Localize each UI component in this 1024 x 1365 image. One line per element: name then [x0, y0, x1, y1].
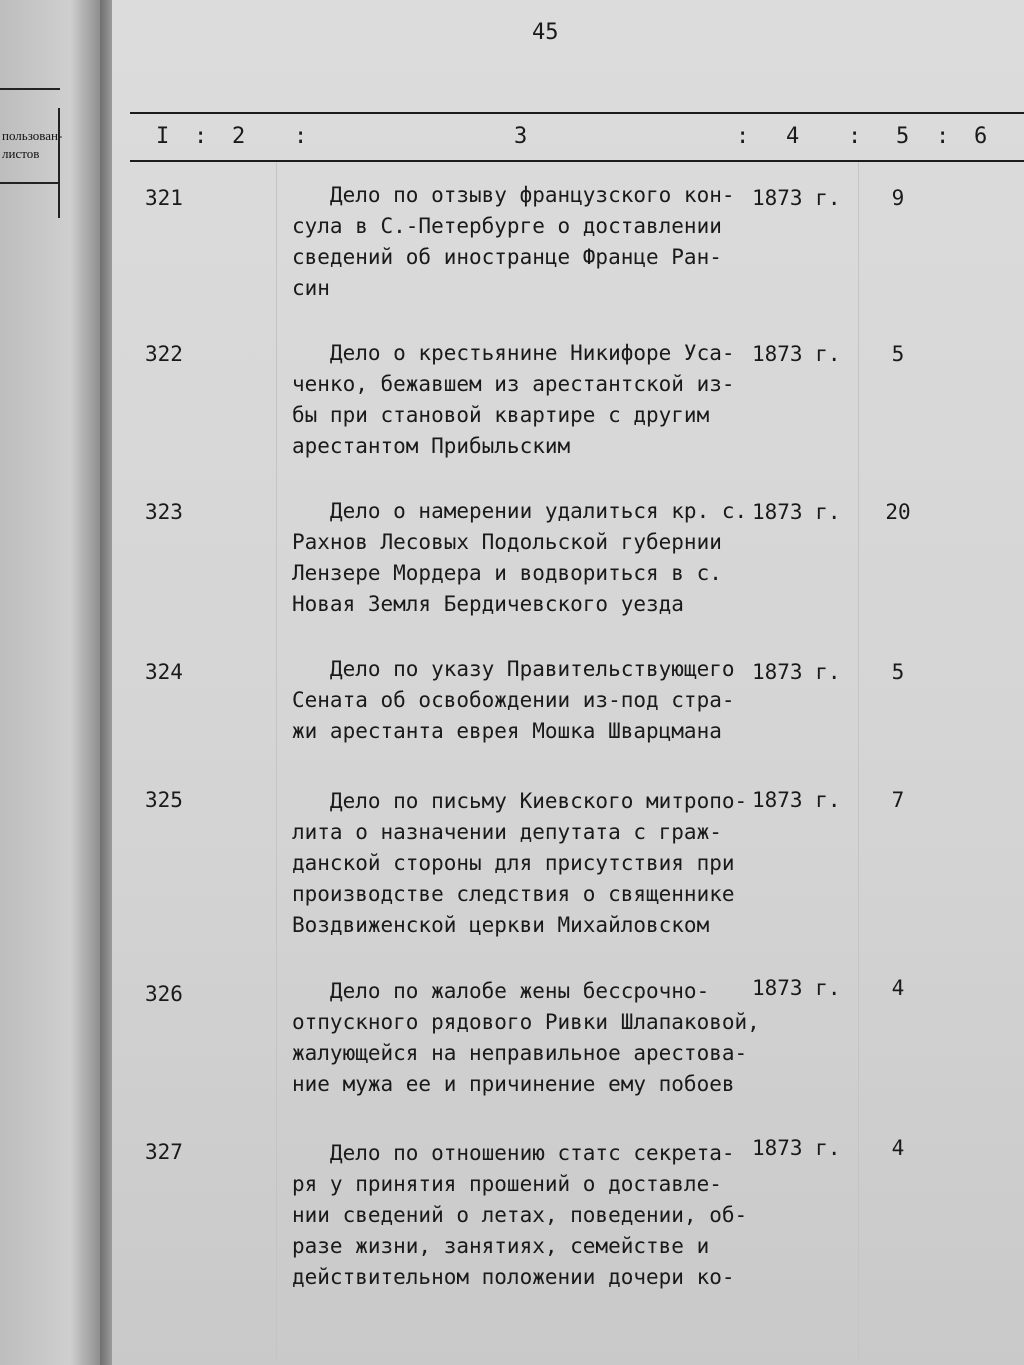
- page-number: 45: [532, 20, 559, 45]
- record-description: Дело по отношению статс секрета- ря у принятия прошений о доставле- нии сведений о летах, поведении, об- разе жизни, занятиях, семействе и действительном положении дочери ко-: [292, 1141, 748, 1289]
- column-header: 2: [232, 124, 246, 149]
- record-description: Дело по указу Правительствующего Сената об освобождении из-под стра- жи арестанта еврея Мошка Шварцмана: [292, 657, 735, 743]
- column-separator: :: [936, 124, 950, 149]
- record-number: 324: [145, 660, 183, 684]
- left-page-rule: [0, 88, 60, 90]
- record-number: 326: [145, 982, 183, 1006]
- record-year: 1873 г.: [752, 500, 841, 524]
- record-sheet-count: 5: [891, 342, 905, 366]
- record-sheet-count: 4: [891, 1136, 905, 1160]
- record-year: 1873 г.: [752, 186, 841, 210]
- record-number: 325: [145, 788, 183, 812]
- record-sheet-count: 4: [891, 976, 905, 1000]
- record-year: 1873 г.: [752, 342, 841, 366]
- faint-column-line: [858, 162, 859, 1362]
- record-sheet-count: 9: [891, 186, 905, 210]
- left-page-edge: [0, 0, 100, 1365]
- record-year: 1873 г.: [752, 660, 841, 684]
- record-year: 1873 г.: [752, 976, 841, 1000]
- left-page-header: листов: [2, 146, 40, 161]
- record-description: Дело по письму Киевского митропо- лита о назначении депутата с граж- данской стороны для присутствия при производстве следствия о священнике Воздвиженской церкви Михайловском: [292, 789, 748, 937]
- record-description: Дело по жалобе жены бессрочно- отпускного рядового Ривки Шлапаковой, жалующейся на неправильное арестова- ние мужа ее и причинение ему побоев: [292, 979, 760, 1096]
- record-year: 1873 г.: [752, 788, 841, 812]
- record-description: Дело по отзыву французского кон- сула в С.-Петербурге о доставлении сведений об иностранце Франце Ран- син: [292, 183, 735, 300]
- column-header: 3: [514, 124, 528, 149]
- record-description: Дело о крестьянине Никифоре Уса- ченко, бежавшем из арестантской из- бы при становой квартире с другим арестантом Прибыльским: [292, 341, 735, 458]
- table-header-bottom-rule: [130, 160, 1024, 162]
- faint-column-line: [276, 162, 277, 1362]
- column-separator: :: [848, 124, 862, 149]
- record-sheet-count: 20: [885, 500, 911, 524]
- record-number: 323: [145, 500, 183, 524]
- left-page-rule: [0, 182, 60, 184]
- left-page-header: пользован-: [2, 128, 63, 143]
- record-number: 322: [145, 342, 183, 366]
- table-header-top-rule: [130, 112, 1024, 114]
- record-number: 321: [145, 186, 183, 210]
- record-sheet-count: 7: [891, 788, 905, 812]
- document-page: [112, 0, 1024, 1365]
- column-header: 5: [896, 124, 910, 149]
- record-sheet-count: 5: [891, 660, 905, 684]
- column-separator: :: [194, 124, 208, 149]
- record-year: 1873 г.: [752, 1136, 841, 1160]
- left-page-column-line: [58, 108, 60, 218]
- column-header: 4: [786, 124, 800, 149]
- column-separator: :: [294, 124, 308, 149]
- record-description: Дело о намерении удалиться кр. с. Рахнов Лесовых Подольской губернии Лензере Мордера и водвориться в с. Новая Земля Бердичевского уезда: [292, 499, 748, 616]
- column-header: 6: [974, 124, 988, 149]
- column-header: I: [156, 124, 170, 149]
- column-separator: :: [736, 124, 750, 149]
- record-number: 327: [145, 1140, 183, 1164]
